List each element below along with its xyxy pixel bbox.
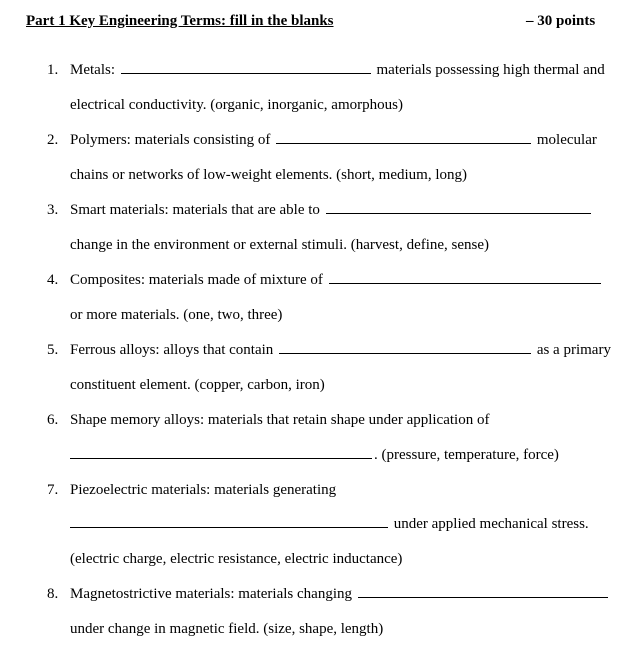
question-prompt: Polymers: materials consisting of [70,132,271,148]
question-text [70,131,597,149]
question-prompt: Shape memory alloys: materials that retain shape under application of [70,412,490,428]
points-label: – 30 points [526,13,596,29]
question-hint: under change in magnetic field. (size, shape, length) [70,621,384,637]
answer-blank[interactable] [326,201,591,214]
question-hint: . (pressure, temperature, force) [374,447,559,463]
question-number: 3. [47,202,59,218]
answer-blank[interactable] [70,515,388,528]
question-number: 1. [47,62,59,78]
question-hint: constituent element. (copper, carbon, iron) [70,377,325,393]
question-number: 8. [47,586,59,602]
question-text [70,341,611,359]
answer-blank[interactable] [70,446,372,459]
question-number: 6. [47,412,59,428]
question-continuation: as a primary [536,342,611,358]
answer-blank[interactable] [276,131,531,144]
answer-blank[interactable] [329,271,601,284]
question-prompt: Metals: [70,62,115,78]
page-title: Part 1 Key Engineering Terms: fill in the blanks [26,13,334,29]
question-hint: (electric charge, electric resistance, electric inductance) [70,551,403,567]
answer-blank[interactable] [121,61,371,74]
question-prompt: Magnetostrictive materials: materials changing [70,586,352,602]
question-hint: electrical conductivity. (organic, inorganic, amorphous) [70,97,403,113]
answer-blank[interactable] [279,341,531,354]
question-text [70,585,610,603]
question-number: 5. [47,342,59,358]
question-prompt: Composites: materials made of mixture of [70,272,323,288]
question-hint: change in the environment or external stimuli. (harvest, define, sense) [70,237,490,253]
question-hint: or more materials. (one, two, three) [70,307,283,323]
question-text [70,61,605,79]
question-prompt: Ferrous alloys: alloys that contain [70,342,274,358]
question-continuation: under applied mechanical stress. [393,516,589,532]
question-prompt: Piezoelectric materials: materials generating [70,482,337,498]
question-text [70,201,593,219]
question-hint: chains or networks of low-weight elements. (short, medium, long) [70,167,468,183]
question-text [70,446,559,464]
question-prompt: Smart materials: materials that are able to [70,202,320,218]
answer-blank[interactable] [358,585,608,598]
question-number: 4. [47,272,59,288]
question-text [70,271,603,289]
question-continuation: materials possessing high thermal and [376,62,605,78]
question-text [70,515,589,533]
question-number: 7. [47,482,59,498]
question-number: 2. [47,132,59,148]
question-continuation: molecular [536,132,597,148]
